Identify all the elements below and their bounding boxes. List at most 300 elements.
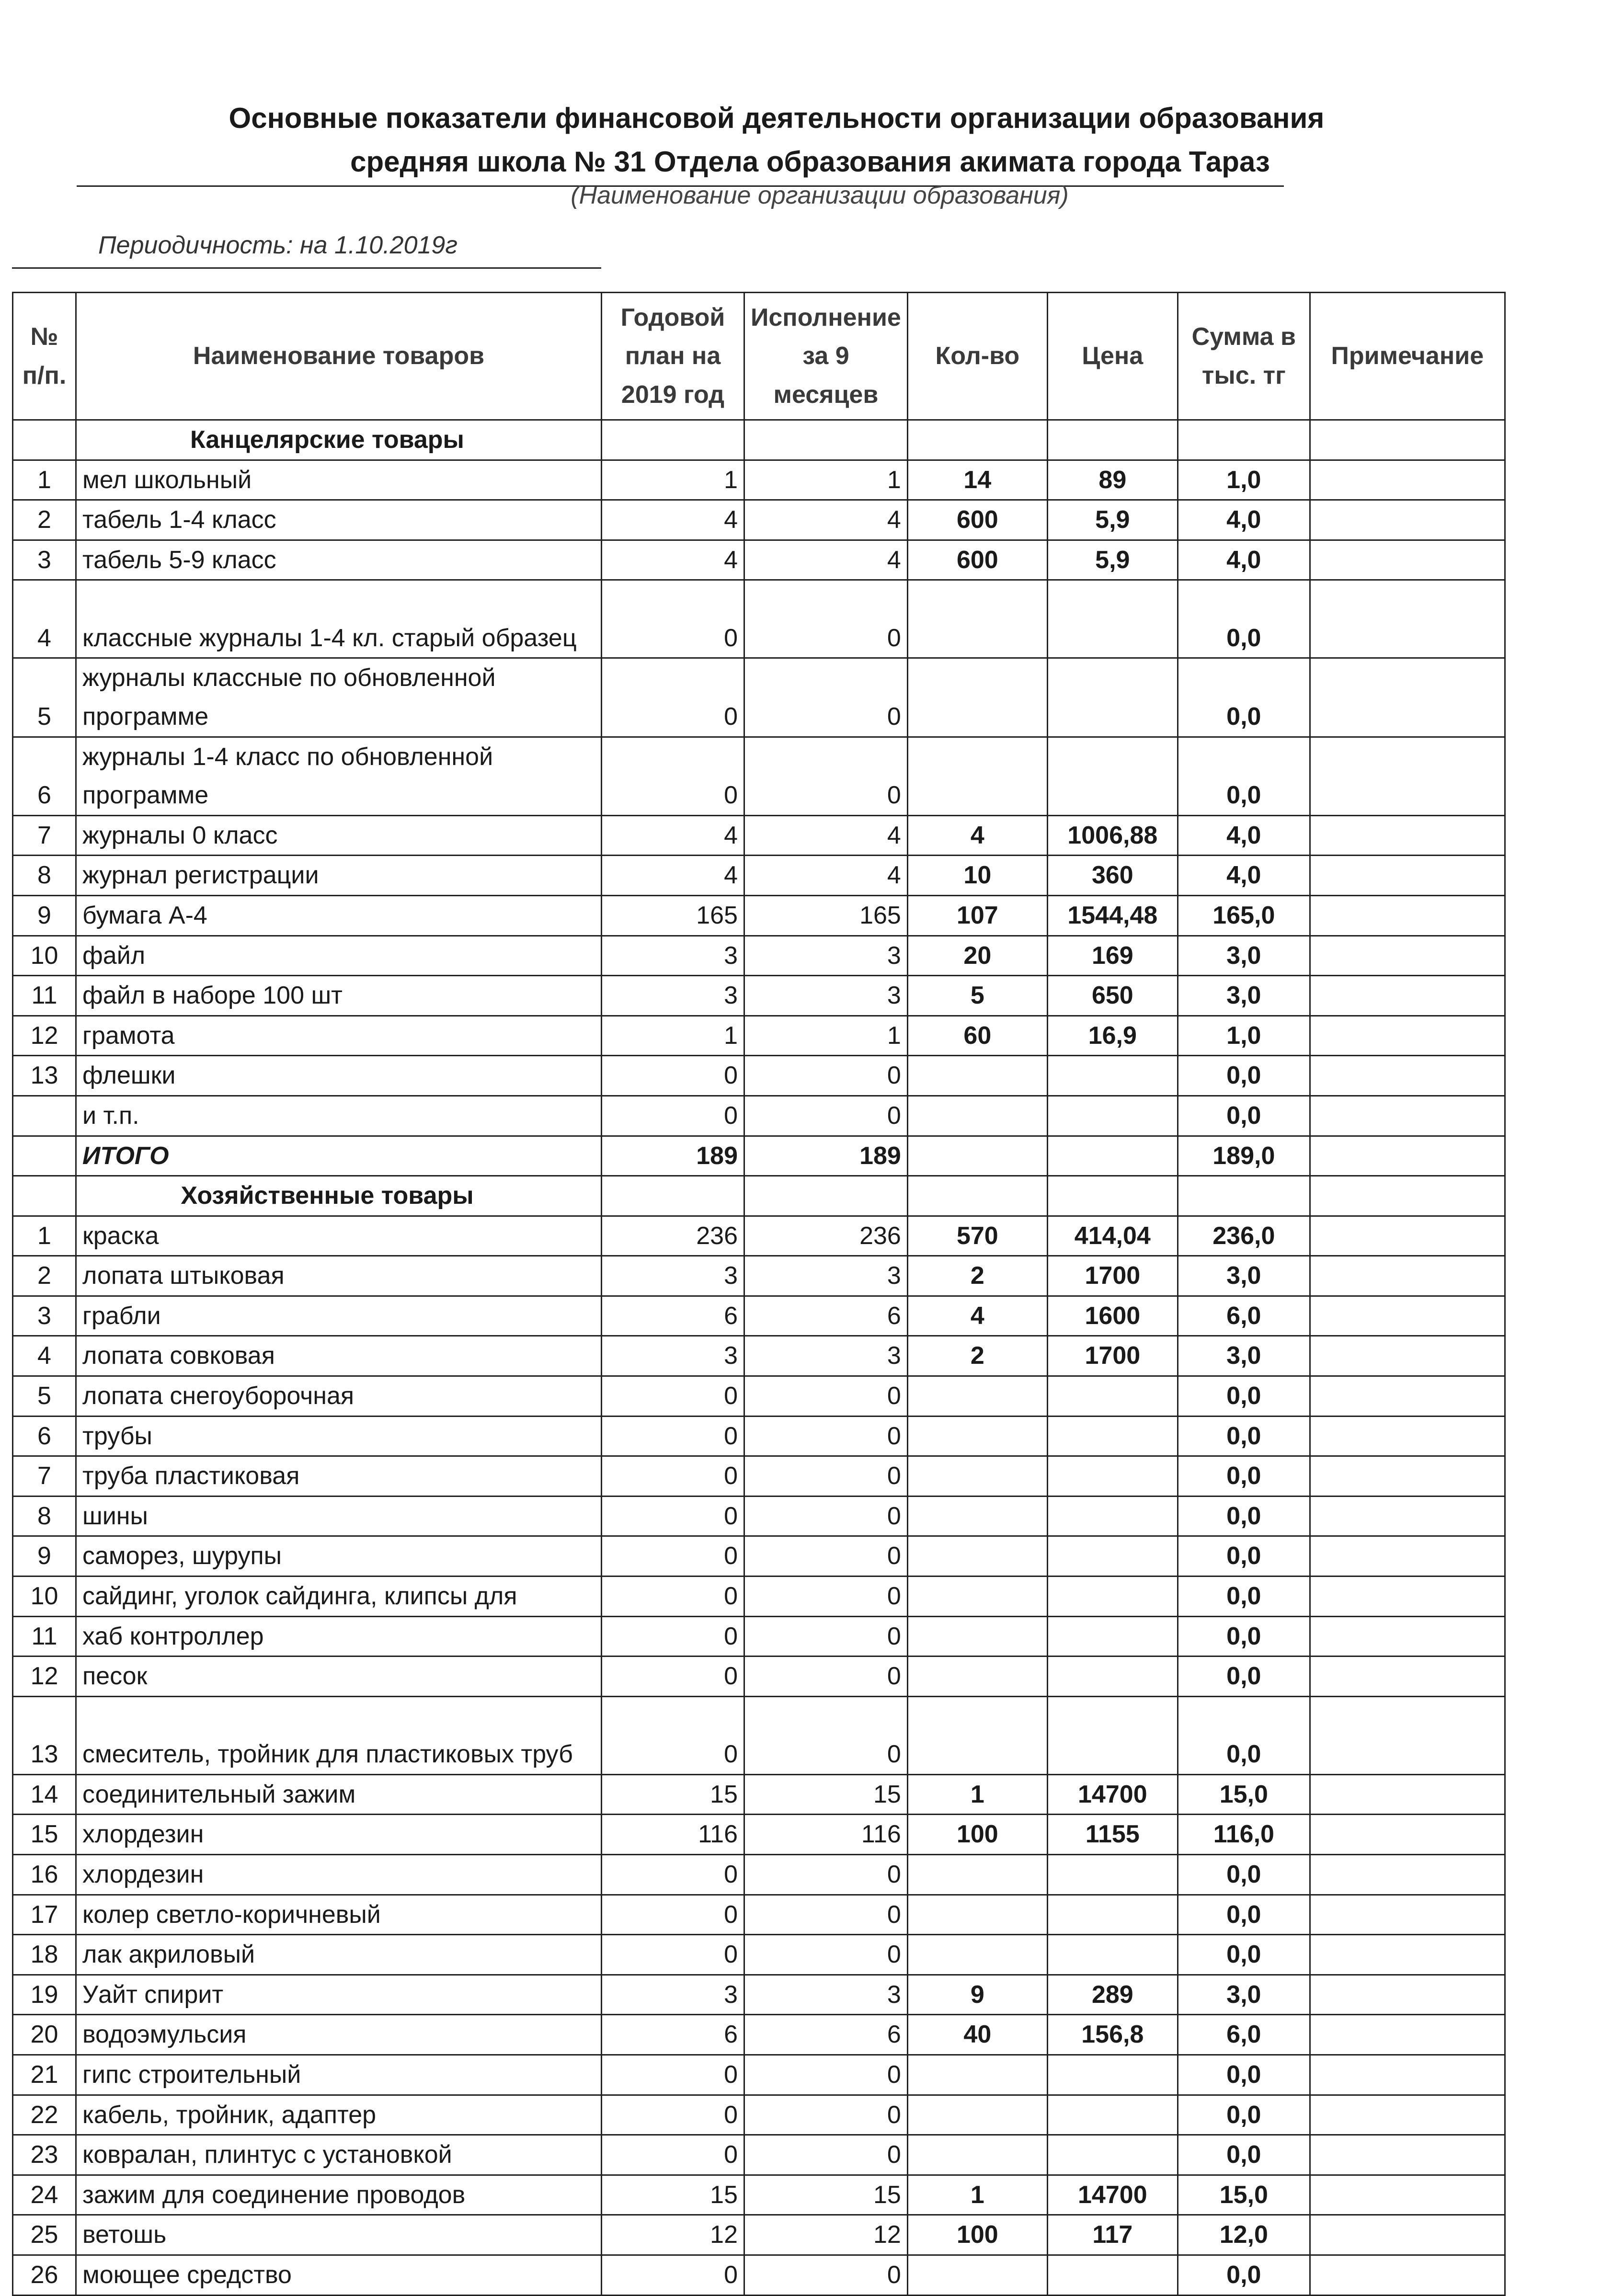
quantity (907, 1656, 1047, 1697)
item-name: лопата снегоуборочная (76, 1376, 602, 1416)
financial-indicators-table (12, 292, 1506, 2296)
item-name: зажим для соединение проводов (76, 2175, 602, 2215)
execution-9-months: 6 (744, 2015, 908, 2055)
execution-9-months: 3 (744, 1975, 908, 2015)
row-number: 12 (13, 1656, 76, 1697)
annual-plan: 0 (602, 1416, 744, 1456)
execution-9-months: 6 (744, 1296, 908, 1336)
price: 5,9 (1047, 540, 1178, 580)
table-row (13, 1456, 1505, 1496)
note (1310, 1256, 1505, 1296)
sum-thousand-tenge: 0,0 (1178, 1496, 1310, 1536)
sum-thousand-tenge: 3,0 (1178, 1256, 1310, 1296)
annual-plan: 0 (602, 737, 744, 815)
empty-cell (907, 420, 1047, 460)
period-underline (12, 267, 601, 269)
sum-thousand-tenge: 4,0 (1178, 815, 1310, 856)
price: 360 (1047, 856, 1178, 896)
quantity: 9 (907, 1975, 1047, 2015)
sum-thousand-tenge: 6,0 (1178, 1296, 1310, 1336)
note (1310, 1975, 1505, 2015)
table-row (13, 737, 1505, 815)
annual-plan: 0 (602, 1496, 744, 1536)
item-name: журналы классные по обновленной программе (76, 658, 602, 737)
item-name: журналы 1-4 класс по обновленной программе (76, 737, 602, 815)
row-number: 25 (13, 2215, 76, 2255)
sum-thousand-tenge: 116,0 (1178, 1815, 1310, 1855)
quantity (907, 658, 1047, 737)
price (1047, 1935, 1178, 1975)
price (1047, 1696, 1178, 1774)
empty-cell (1178, 1176, 1310, 1216)
table-row (13, 2095, 1505, 2135)
note (1310, 1696, 1505, 1774)
sum-thousand-tenge: 0,0 (1178, 580, 1310, 658)
row-number: 4 (13, 1336, 76, 1376)
quantity (907, 1895, 1047, 1935)
annual-plan: 12 (602, 2215, 744, 2255)
annual-plan: 0 (602, 1376, 744, 1416)
sum-thousand-tenge: 0,0 (1178, 1616, 1310, 1656)
sum-thousand-tenge: 0,0 (1178, 1576, 1310, 1617)
execution-9-months: 0 (744, 737, 908, 815)
execution-9-months: 0 (744, 1696, 908, 1774)
price: 1700 (1047, 1336, 1178, 1376)
row-number: 10 (13, 936, 76, 976)
item-name: и т.п. (76, 1096, 602, 1136)
note (1310, 1815, 1505, 1855)
annual-plan: 4 (602, 856, 744, 896)
annual-plan: 3 (602, 1256, 744, 1296)
execution-9-months: 3 (744, 1336, 908, 1376)
empty-cell (602, 420, 744, 460)
empty-cell (907, 1136, 1047, 1176)
section-header-row (13, 1176, 1505, 1216)
row-number (13, 1096, 76, 1136)
price (1047, 737, 1178, 815)
row-number: 5 (13, 658, 76, 737)
note (1310, 936, 1505, 976)
execution-9-months: 3 (744, 936, 908, 976)
price: 1600 (1047, 1296, 1178, 1336)
note (1310, 1536, 1505, 1576)
empty-cell (1310, 420, 1505, 460)
item-name: классные журналы 1-4 кл. старый образец (76, 580, 602, 658)
row-number: 20 (13, 2015, 76, 2055)
quantity: 1 (907, 2175, 1047, 2215)
annual-plan: 236 (602, 1216, 744, 1256)
item-name: грабли (76, 1296, 602, 1336)
note (1310, 856, 1505, 896)
annual-plan: 3 (602, 936, 744, 976)
annual-plan: 1 (602, 460, 744, 500)
annual-plan: 3 (602, 976, 744, 1016)
table-row (13, 2015, 1505, 2055)
execution-9-months: 165 (744, 895, 908, 936)
annual-plan: 165 (602, 895, 744, 936)
note (1310, 2095, 1505, 2135)
total-plan: 189 (602, 1136, 744, 1176)
price: 414,04 (1047, 1216, 1178, 1256)
sum-thousand-tenge: 4,0 (1178, 856, 1310, 896)
price (1047, 2095, 1178, 2135)
note (1310, 1056, 1505, 1096)
note (1310, 1416, 1505, 1456)
annual-plan: 0 (602, 1616, 744, 1656)
note (1310, 1855, 1505, 1895)
table-row (13, 1256, 1505, 1296)
note (1310, 815, 1505, 856)
item-name: журнал регистрации (76, 856, 602, 896)
note (1310, 1216, 1505, 1256)
execution-9-months: 0 (744, 1416, 908, 1456)
row-number: 11 (13, 976, 76, 1016)
item-name: лопата штыковая (76, 1256, 602, 1296)
annual-plan: 0 (602, 2055, 744, 2095)
header-note: Примечание (1310, 293, 1505, 420)
table-row (13, 1296, 1505, 1336)
item-name: сайдинг, уголок сайдинга, клипсы для (76, 1576, 602, 1617)
quantity: 1 (907, 1774, 1047, 1815)
execution-9-months: 0 (744, 1576, 908, 1617)
quantity: 107 (907, 895, 1047, 936)
execution-9-months: 4 (744, 540, 908, 580)
execution-9-months: 3 (744, 976, 908, 1016)
execution-9-months: 0 (744, 1536, 908, 1576)
price: 117 (1047, 2215, 1178, 2255)
row-number: 11 (13, 1616, 76, 1656)
row-number: 3 (13, 540, 76, 580)
row-number: 15 (13, 1815, 76, 1855)
row-number: 4 (13, 580, 76, 658)
row-number: 1 (13, 1216, 76, 1256)
item-name: колер светло-коричневый (76, 1895, 602, 1935)
table-row (13, 2055, 1505, 2095)
price: 1006,88 (1047, 815, 1178, 856)
annual-plan: 15 (602, 2175, 744, 2215)
item-name: хлордезин (76, 1815, 602, 1855)
annual-plan: 15 (602, 1774, 744, 1815)
annual-plan: 6 (602, 1296, 744, 1336)
table-row (13, 1616, 1505, 1656)
annual-plan: 4 (602, 540, 744, 580)
price: 16,9 (1047, 1016, 1178, 1056)
annual-plan: 4 (602, 815, 744, 856)
quantity: 570 (907, 1216, 1047, 1256)
price (1047, 580, 1178, 658)
section-title: Канцелярские товары (76, 420, 602, 460)
annual-plan: 0 (602, 2255, 744, 2295)
note (1310, 1895, 1505, 1935)
annual-plan: 0 (602, 1696, 744, 1774)
sum-thousand-tenge: 6,0 (1178, 2015, 1310, 2055)
price: 14700 (1047, 1774, 1178, 1815)
execution-9-months: 0 (744, 1935, 908, 1975)
table-body (13, 420, 1505, 2296)
header-sum: Сумма в тыс. тг (1178, 293, 1310, 420)
quantity: 5 (907, 976, 1047, 1016)
sum-thousand-tenge: 0,0 (1178, 1096, 1310, 1136)
table-row (13, 936, 1505, 976)
sum-thousand-tenge: 4,0 (1178, 500, 1310, 540)
execution-9-months: 0 (744, 1056, 908, 1096)
row-number: 24 (13, 2175, 76, 2215)
note (1310, 976, 1505, 1016)
annual-plan: 0 (602, 1895, 744, 1935)
annual-plan: 4 (602, 500, 744, 540)
section-title: Хозяйственные товары (76, 1176, 602, 1216)
item-name: водоэмульсия (76, 2015, 602, 2055)
empty-cell (13, 1136, 76, 1176)
execution-9-months: 1 (744, 460, 908, 500)
price: 1155 (1047, 1815, 1178, 1855)
sum-thousand-tenge: 1,0 (1178, 460, 1310, 500)
empty-cell (1047, 1136, 1178, 1176)
row-number: 13 (13, 1696, 76, 1774)
row-number: 18 (13, 1935, 76, 1975)
sum-thousand-tenge: 236,0 (1178, 1216, 1310, 1256)
price: 650 (1047, 976, 1178, 1016)
empty-cell (1047, 420, 1178, 460)
row-number: 12 (13, 1016, 76, 1056)
price: 14700 (1047, 2175, 1178, 2215)
note (1310, 1376, 1505, 1416)
note (1310, 1296, 1505, 1336)
row-number: 8 (13, 856, 76, 896)
quantity (907, 1496, 1047, 1536)
price (1047, 2135, 1178, 2175)
annual-plan: 0 (602, 1056, 744, 1096)
table-row (13, 2135, 1505, 2175)
table-row (13, 856, 1505, 896)
row-number: 6 (13, 1416, 76, 1456)
execution-9-months: 4 (744, 815, 908, 856)
document-title-line2: средняя школа № 31 Отдела образования акимата города Тараз (350, 146, 1270, 178)
note (1310, 2255, 1505, 2295)
table-row (13, 1656, 1505, 1697)
sum-thousand-tenge: 0,0 (1178, 737, 1310, 815)
annual-plan: 116 (602, 1815, 744, 1855)
item-name: табель 5-9 класс (76, 540, 602, 580)
price (1047, 1855, 1178, 1895)
table-row (13, 2215, 1505, 2255)
header-exec: Исполнение за 9 месяцев (744, 293, 908, 420)
item-name: смеситель, тройник для пластиковых труб (76, 1696, 602, 1774)
quantity (907, 2255, 1047, 2295)
price (1047, 1096, 1178, 1136)
note (1310, 2055, 1505, 2095)
execution-9-months: 0 (744, 1855, 908, 1895)
annual-plan: 3 (602, 1975, 744, 2015)
sum-thousand-tenge: 3,0 (1178, 1975, 1310, 2015)
quantity: 4 (907, 815, 1047, 856)
sum-thousand-tenge: 15,0 (1178, 1774, 1310, 1815)
price (1047, 1416, 1178, 1456)
sum-thousand-tenge: 0,0 (1178, 1416, 1310, 1456)
row-number: 26 (13, 2255, 76, 2295)
empty-cell (13, 420, 76, 460)
table-row (13, 1096, 1505, 1136)
quantity: 100 (907, 2215, 1047, 2255)
price: 1700 (1047, 1256, 1178, 1296)
header-num: № п/п. (13, 293, 76, 420)
sum-thousand-tenge: 0,0 (1178, 1696, 1310, 1774)
price (1047, 1496, 1178, 1536)
quantity: 40 (907, 2015, 1047, 2055)
item-name: лопата совковая (76, 1336, 602, 1376)
execution-9-months: 0 (744, 1496, 908, 1536)
table-row (13, 1855, 1505, 1895)
table-row (13, 1576, 1505, 1617)
row-number: 21 (13, 2055, 76, 2095)
row-number: 1 (13, 460, 76, 500)
quantity (907, 1056, 1047, 1096)
table-row (13, 1496, 1505, 1536)
table-row (13, 976, 1505, 1016)
total-row (13, 1136, 1505, 1176)
price (1047, 1536, 1178, 1576)
item-name: трубы (76, 1416, 602, 1456)
sum-thousand-tenge: 0,0 (1178, 1935, 1310, 1975)
row-number: 2 (13, 1256, 76, 1296)
table-row (13, 1774, 1505, 1815)
row-number: 10 (13, 1576, 76, 1617)
sum-thousand-tenge: 0,0 (1178, 2055, 1310, 2095)
price: 89 (1047, 460, 1178, 500)
sum-thousand-tenge: 0,0 (1178, 658, 1310, 737)
item-name: мел школьный (76, 460, 602, 500)
quantity (907, 1576, 1047, 1617)
sum-thousand-tenge: 4,0 (1178, 540, 1310, 580)
execution-9-months: 0 (744, 2055, 908, 2095)
execution-9-months: 0 (744, 2135, 908, 2175)
table-row (13, 460, 1505, 500)
quantity (907, 1696, 1047, 1774)
quantity: 600 (907, 540, 1047, 580)
annual-plan: 0 (602, 2095, 744, 2135)
price (1047, 2055, 1178, 2095)
quantity: 10 (907, 856, 1047, 896)
annual-plan: 0 (602, 1536, 744, 1576)
sum-thousand-tenge: 3,0 (1178, 976, 1310, 1016)
quantity (907, 1416, 1047, 1456)
row-number: 14 (13, 1774, 76, 1815)
table-row (13, 815, 1505, 856)
row-number: 7 (13, 815, 76, 856)
row-number: 3 (13, 1296, 76, 1336)
sum-thousand-tenge: 0,0 (1178, 1536, 1310, 1576)
organization-caption: (Наименование организации образования) (571, 182, 1069, 209)
empty-cell (602, 1176, 744, 1216)
annual-plan: 6 (602, 2015, 744, 2055)
header-name: Наименование товаров (76, 293, 602, 420)
table-row (13, 1975, 1505, 2015)
table-row (13, 540, 1505, 580)
note (1310, 2015, 1505, 2055)
note (1310, 1576, 1505, 1617)
row-number: 17 (13, 1895, 76, 1935)
sum-thousand-tenge: 0,0 (1178, 2135, 1310, 2175)
total-exec: 189 (744, 1136, 908, 1176)
quantity: 14 (907, 460, 1047, 500)
item-name: ветошь (76, 2215, 602, 2255)
note (1310, 1616, 1505, 1656)
empty-cell (1178, 420, 1310, 460)
annual-plan: 0 (602, 1096, 744, 1136)
annual-plan: 0 (602, 1656, 744, 1697)
annual-plan: 0 (602, 1855, 744, 1895)
period-label: Периодичность: на 1.10.2019г (98, 231, 457, 259)
item-name: кабель, тройник, адаптер (76, 2095, 602, 2135)
item-name: гипс строительный (76, 2055, 602, 2095)
sum-thousand-tenge: 12,0 (1178, 2215, 1310, 2255)
item-name: лак акриловый (76, 1935, 602, 1975)
quantity (907, 2095, 1047, 2135)
execution-9-months: 236 (744, 1216, 908, 1256)
document-title-line1: Основные показатели финансовой деятельности организации образования (229, 102, 1325, 134)
annual-plan: 0 (602, 1456, 744, 1496)
row-number: 5 (13, 1376, 76, 1416)
price (1047, 1576, 1178, 1617)
empty-cell (13, 1176, 76, 1216)
execution-9-months: 0 (744, 1895, 908, 1935)
sum-thousand-tenge: 15,0 (1178, 2175, 1310, 2215)
quantity: 100 (907, 1815, 1047, 1855)
execution-9-months: 0 (744, 1456, 908, 1496)
section-header-row (13, 420, 1505, 460)
item-name: краска (76, 1216, 602, 1256)
execution-9-months: 0 (744, 1096, 908, 1136)
sum-thousand-tenge: 1,0 (1178, 1016, 1310, 1056)
table-row (13, 1895, 1505, 1935)
quantity: 2 (907, 1256, 1047, 1296)
row-number: 23 (13, 2135, 76, 2175)
table-row (13, 2255, 1505, 2295)
execution-9-months: 15 (744, 1774, 908, 1815)
quantity (907, 737, 1047, 815)
note (1310, 580, 1505, 658)
note (1310, 895, 1505, 936)
sum-thousand-tenge: 3,0 (1178, 936, 1310, 976)
table-row (13, 2175, 1505, 2215)
row-number: 16 (13, 1855, 76, 1895)
execution-9-months: 0 (744, 2095, 908, 2135)
empty-cell (907, 1176, 1047, 1216)
item-name: бумага А-4 (76, 895, 602, 936)
quantity (907, 580, 1047, 658)
sum-thousand-tenge: 0,0 (1178, 1895, 1310, 1935)
execution-9-months: 12 (744, 2215, 908, 2255)
table-header-row (13, 293, 1505, 420)
sum-thousand-tenge: 3,0 (1178, 1336, 1310, 1376)
item-name: грамота (76, 1016, 602, 1056)
quantity (907, 1855, 1047, 1895)
note (1310, 1456, 1505, 1496)
sum-thousand-tenge: 0,0 (1178, 1855, 1310, 1895)
price: 289 (1047, 1975, 1178, 2015)
table-row (13, 1216, 1505, 1256)
execution-9-months: 0 (744, 580, 908, 658)
execution-9-months: 4 (744, 856, 908, 896)
item-name: флешки (76, 1056, 602, 1096)
quantity (907, 2135, 1047, 2175)
quantity (907, 1376, 1047, 1416)
table-row (13, 1696, 1505, 1774)
price (1047, 1895, 1178, 1935)
execution-9-months: 0 (744, 1656, 908, 1697)
item-name: песок (76, 1656, 602, 1697)
item-name: хлордезин (76, 1855, 602, 1895)
